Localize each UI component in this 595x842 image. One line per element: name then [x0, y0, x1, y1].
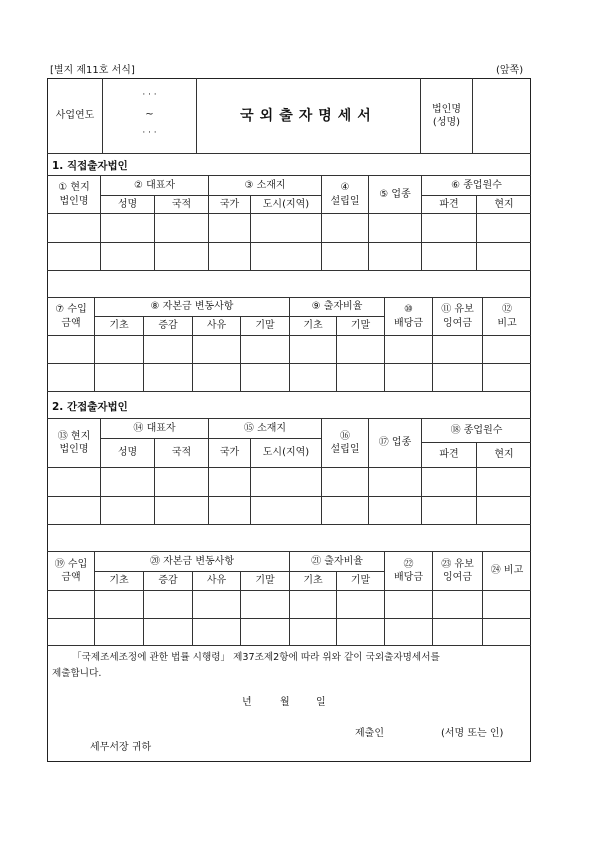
s1-emp-local-header: 현지 — [494, 198, 514, 210]
signature-label: (서명 또는 인) — [441, 728, 504, 739]
submitter-label: 제출인 — [355, 728, 384, 739]
corp-name-field[interactable] — [473, 79, 530, 153]
s1-capital-header: ⑧ 자본금 변동사항 — [150, 301, 234, 313]
s2-retained-header: ㉓ 유보 잉여금 — [441, 558, 474, 583]
s2-emp-local-header: 현지 — [494, 449, 514, 461]
s1-estab-header: ④ 설립일 — [330, 182, 360, 207]
s2-ratio-end-header: 기말 — [350, 575, 371, 587]
s1-rep-header: ② 대표자 — [133, 179, 176, 191]
s2-cap-end-header: 기말 — [255, 575, 275, 587]
s2-cap-reason-header: 사유 — [206, 575, 227, 587]
s2-rep-nation-header: 국적 — [171, 447, 192, 459]
s1-local-corp-header: ① 현지 법인명 — [58, 182, 90, 207]
s2-loc-country-header: 국가 — [219, 447, 240, 459]
date-end-dots: · · · — [142, 127, 157, 138]
s1-ratio-begin-header: 기초 — [303, 320, 323, 332]
s2-cap-change-header: 증감 — [158, 575, 178, 587]
date-year-label: 년 — [242, 697, 252, 708]
s2-capital-header: ⑳ 자본금 변동사항 — [150, 555, 234, 567]
addressee-label: 세무서장 귀하 — [90, 742, 152, 753]
s1-employees-header: ⑥ 종업원수 — [451, 179, 502, 191]
s1-ratio-end-header: 기말 — [350, 320, 371, 332]
statement-line2: 제출합니다. — [52, 668, 102, 679]
s1-rep-name-header: 성명 — [117, 198, 138, 210]
s2-rep-header: ⑭ 대표자 — [133, 422, 176, 434]
date-start-dots: · · · — [142, 89, 157, 100]
s1-cap-change-header: 증감 — [158, 320, 178, 332]
date-day-label: 일 — [316, 697, 326, 708]
s2-employees-header: ⑱ 종업원수 — [450, 424, 503, 436]
form-label: [별지 제11호 서식] — [50, 65, 135, 76]
corp-name-label: 법인명 (성명) — [432, 103, 461, 128]
s2-emp-dispatch-header: 파견 — [439, 449, 459, 461]
s1-cap-end-header: 기말 — [255, 320, 275, 332]
page-side-label: (앞쪽) — [496, 65, 524, 76]
s2-location-header: ⑮ 소재지 — [243, 422, 287, 434]
section2-title: 2. 간접출자법인 — [52, 401, 128, 413]
s2-dividend-header: ㉒ 배당금 — [394, 558, 423, 583]
s2-cap-begin-header: 기초 — [109, 575, 129, 587]
s2-estab-header: ⑯ 설립일 — [330, 430, 360, 455]
s1-location-header: ③ 소재지 — [244, 179, 286, 191]
s1-import-header: ⑦ 수입 금액 — [55, 304, 87, 329]
s1-cap-reason-header: 사유 — [206, 320, 227, 332]
s2-local-corp-header: ⑬ 현지 법인명 — [57, 430, 91, 455]
section1-title: 1. 직접출자법인 — [52, 160, 128, 172]
s1-remarks-header: ⑫ 비고 — [497, 304, 517, 329]
s1-dividend-header: ⑩ 배당금 — [394, 304, 423, 329]
s1-rep-nation-header: 국적 — [171, 198, 192, 210]
s2-industry-header: ⑰ 업종 — [378, 437, 412, 449]
s1-loc-city-header: 도시(지역) — [262, 198, 310, 210]
s2-loc-city-header: 도시(지역) — [262, 447, 310, 459]
s1-industry-header: ⑤ 업종 — [379, 188, 411, 200]
date-month-label: 월 — [280, 697, 290, 708]
s1-ratio-header: ⑨ 출자비율 — [311, 301, 363, 313]
s1-cap-begin-header: 기초 — [109, 320, 129, 332]
s1-retained-header: ⑪ 유보 잉여금 — [441, 304, 474, 329]
s2-remarks-header: ㉔ 비고 — [490, 565, 524, 577]
statement-line1: 「국제조세조정에 관한 법률 시행령」 제37조제2항에 따라 위와 같이 국외출자명세서를 — [72, 652, 440, 663]
s1-emp-dispatch-header: 파견 — [439, 198, 459, 210]
s2-import-header: ⑲ 수입 금액 — [54, 558, 88, 583]
form-title: 국외출자명세서 — [240, 107, 377, 124]
s2-ratio-begin-header: 기초 — [303, 575, 323, 587]
fiscal-year-label: 사업연도 — [55, 110, 95, 122]
s1-loc-country-header: 국가 — [219, 198, 240, 210]
s2-rep-name-header: 성명 — [117, 447, 138, 459]
s2-ratio-header: ㉑ 출자비율 — [311, 555, 363, 567]
date-tilde: ~ — [145, 109, 154, 121]
